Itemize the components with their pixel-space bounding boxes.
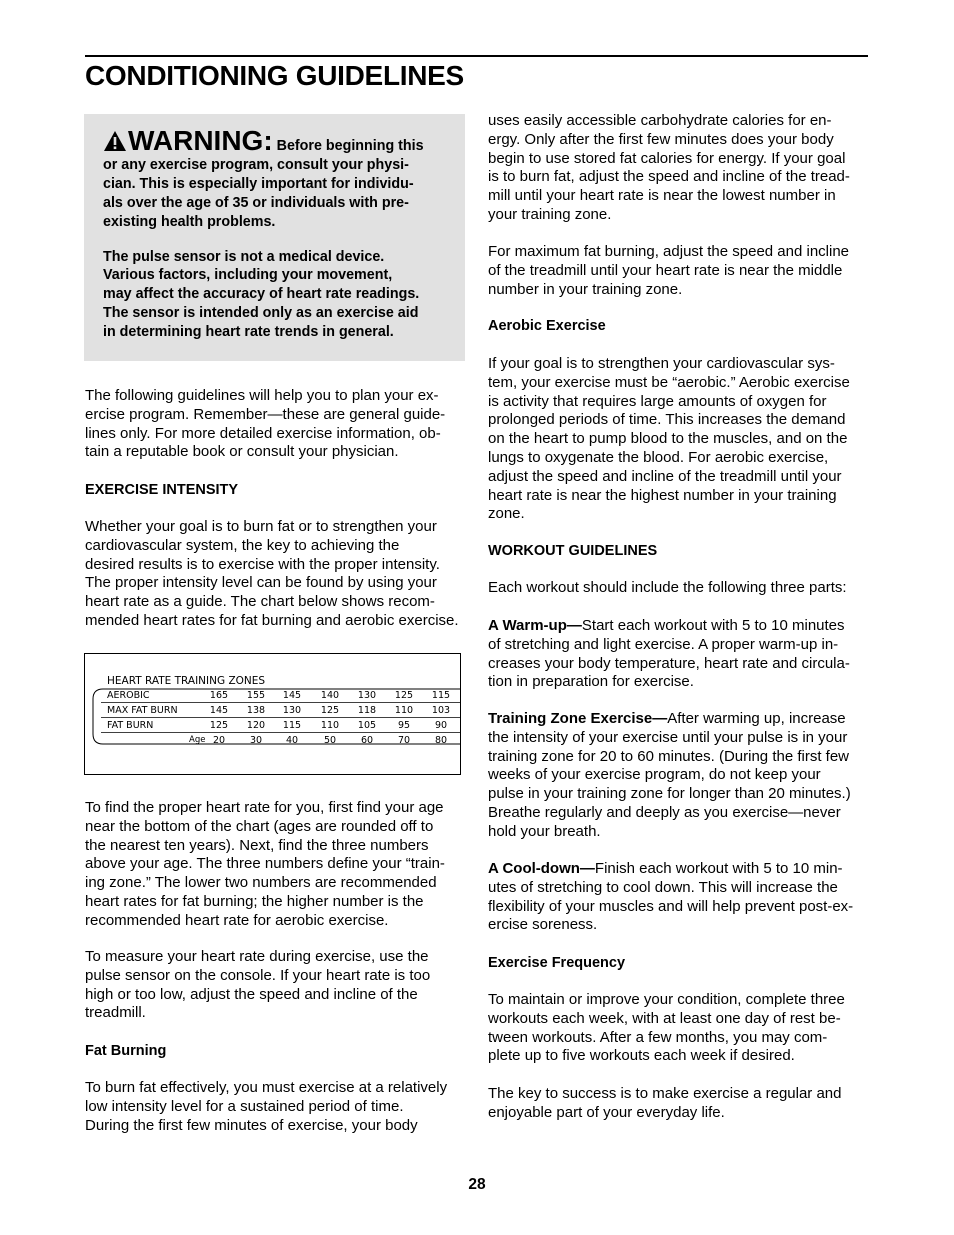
- text-line: To measure your heart rate during exercise, use the: [85, 948, 429, 965]
- heart-rate-value: 155: [246, 690, 266, 701]
- text-line: tain a reputable book or consult your physician.: [85, 443, 399, 461]
- text-line: high or too low, adjust the speed and incline of the: [85, 985, 418, 1003]
- text-line: [488, 617, 870, 636]
- text-line: To find the proper heart rate for you, first find your age: [85, 799, 444, 816]
- cooldown-paragraph: [488, 860, 870, 935]
- heart-rate-value: 110: [320, 720, 340, 731]
- text-line: ercise soreness.: [488, 916, 598, 934]
- text-line: enjoyable part of your everyday life.: [488, 1103, 725, 1121]
- text-line: recommended heart rate for aerobic exercise.: [85, 911, 389, 929]
- text-line: above your age. The three numbers define your “train-: [85, 855, 445, 873]
- text-line: Whether your goal is to burn fat or to strengthen your: [85, 518, 437, 535]
- title-rule: [85, 55, 868, 57]
- text-line: existing health problems.: [103, 213, 276, 230]
- text-line: lines only. For more detailed exercise information, ob-: [85, 424, 441, 442]
- age-value: 30: [249, 735, 263, 746]
- exercise-intensity-heading: EXERCISE INTENSITY: [85, 482, 239, 498]
- workout-guidelines-heading: WORKOUT GUIDELINES: [488, 543, 658, 559]
- heart-rate-value: 130: [357, 690, 377, 701]
- aerobic-paragraph: [488, 355, 870, 524]
- age-value: 60: [360, 735, 374, 746]
- heart-rate-value: 140: [320, 690, 340, 701]
- text-line: treadmill.: [85, 1004, 146, 1022]
- text-line: To maintain or improve your condition, complete three: [488, 991, 845, 1008]
- text-line: or any exercise program, consult your physi-: [103, 156, 409, 173]
- heart-rate-value: 165: [209, 690, 229, 701]
- zone-row-label: AEROBIC: [107, 690, 150, 701]
- text-line: desired results is to exercise with the proper intensity.: [85, 555, 440, 573]
- text-line: Various factors, including your movement,: [103, 267, 393, 284]
- text-line: The pulse sensor is not a medical device.: [103, 248, 385, 265]
- text-line: cian. This is especially important for individu-: [103, 175, 414, 192]
- text-line: plete up to five workouts each week if desired.: [488, 1047, 795, 1065]
- text-line: flexibility of your muscles and will help prevent post-ex-: [488, 897, 854, 915]
- fat-burning-continued: [488, 112, 870, 225]
- text-line: number in your training zone.: [488, 280, 683, 298]
- text-line: creases your body temperature, heart rate and circula-: [488, 654, 850, 672]
- text-line: adjust the speed and incline of the treadmill until your: [488, 467, 842, 485]
- text-line: near the bottom of the chart (ages are rounded off to: [85, 817, 434, 835]
- text-line: The following guidelines will help you to plan your ex-: [85, 387, 439, 404]
- warning-paragraph-1: [103, 156, 448, 232]
- age-value: 40: [285, 735, 299, 746]
- text-line: ing zone.” The lower two numbers are recommended: [85, 874, 437, 892]
- text-line: begin to use stored fat calories for energy. If your goal: [488, 149, 846, 167]
- text-line: mended heart rates for fat burning and aerobic exercise.: [85, 611, 459, 629]
- text-line: in determining heart rate trends in general.: [103, 324, 394, 341]
- page-number: 28: [468, 1176, 486, 1193]
- heart-rate-value: 125: [209, 720, 229, 731]
- text-line: prolonged periods of time. This increases the demand: [488, 411, 846, 429]
- age-value: 50: [323, 735, 337, 746]
- heart-rate-table-graphic: [85, 654, 460, 774]
- fat-burning-heading: Fat Burning: [85, 1043, 167, 1059]
- fat-burning-paragraph: [85, 1079, 467, 1135]
- text-line: tween workouts. After a few months, you may com-: [488, 1028, 828, 1046]
- text-line: The proper intensity level can be found by using your: [85, 574, 437, 592]
- warning-paragraph-2: [103, 248, 448, 343]
- text-line: heart rates for fat burning; the higher number is the: [85, 892, 424, 910]
- warning-box: [84, 114, 465, 361]
- zone-row-label: FAT BURN: [107, 720, 154, 731]
- find-heart-rate-paragraph: [85, 799, 467, 931]
- heart-rate-chart: [84, 653, 461, 775]
- max-fat-paragraph: [488, 243, 870, 299]
- text-line: lungs to oxygenate the blood. For aerobic exercise,: [488, 448, 829, 466]
- text-line: low intensity level for a sustained period of time.: [85, 1097, 404, 1115]
- text-line: zone.: [488, 505, 525, 523]
- heart-rate-value: 90: [434, 720, 448, 731]
- text-line: of stretching and light exercise. A proper warm-up in-: [488, 635, 839, 653]
- text-line: uses easily accessible carbohydrate calories for en-: [488, 112, 832, 129]
- age-value: 80: [434, 735, 448, 746]
- training-zone-label: Training Zone Exercise—: [488, 710, 668, 727]
- text-line: hold your breath.: [488, 822, 601, 840]
- text-line: utes of stretching to cool down. This will increase the: [488, 878, 838, 896]
- text-line: ercise program. Remember—these are general guide-: [85, 405, 446, 423]
- warning-first-line: [103, 125, 448, 156]
- text-line: tem, your exercise must be “aerobic.” Aerobic exercise: [488, 373, 850, 391]
- text-line: ergy. Only after the first few minutes does your body: [488, 130, 834, 148]
- intensity-paragraph: [85, 518, 467, 631]
- text-line: cardiovascular system, the key to achieving the: [85, 536, 400, 554]
- heart-rate-value: 120: [246, 720, 266, 731]
- chart-title: HEART RATE TRAINING ZONES: [107, 675, 266, 687]
- training-zone-paragraph: [488, 710, 870, 842]
- text-line: To burn fat effectively, you must exercise at a relatively: [85, 1079, 448, 1096]
- heart-rate-value: 125: [394, 690, 414, 701]
- page-title: CONDITIONING GUIDELINES: [85, 60, 464, 91]
- heart-rate-value: 105: [357, 720, 377, 731]
- warning-lead: Before beginning this: [276, 138, 424, 154]
- text-line: pulse sensor on the console. If your heart rate is too: [85, 966, 431, 984]
- heart-rate-value: 130: [282, 705, 302, 716]
- text-line: tion in preparation for exercise.: [488, 673, 694, 691]
- heart-rate-value: 125: [320, 705, 340, 716]
- heart-rate-value: 115: [282, 720, 302, 731]
- text-line: training zone for 20 to 60 minutes. (During the first few: [488, 747, 850, 765]
- text-line: heart rate is near the highest number in your training: [488, 486, 837, 504]
- age-value: 70: [397, 735, 411, 746]
- text-line: your training zone.: [488, 205, 612, 223]
- age-value: 20: [212, 735, 226, 746]
- text-line: [488, 860, 870, 879]
- text-line: the intensity of your exercise until your pulse is in your: [488, 728, 848, 746]
- heart-rate-value: 103: [431, 705, 451, 716]
- text-line: [488, 710, 870, 729]
- heart-rate-value: 138: [246, 705, 266, 716]
- warning-content: [103, 125, 448, 342]
- warning-triangle-icon: [103, 130, 127, 152]
- text-line: the nearest ten years). Next, find the three numbers: [85, 836, 429, 854]
- text-line: The sensor is intended only as an exercise aid: [103, 305, 419, 322]
- frequency-paragraph: [488, 991, 870, 1066]
- exercise-frequency-heading: Exercise Frequency: [488, 955, 626, 971]
- age-label: Age: [189, 735, 206, 745]
- workout-intro: Each workout should include the following three parts:: [488, 579, 847, 596]
- text-line: weeks of your exercise program, do not keep your: [488, 766, 821, 784]
- text-line: heart rate as a guide. The chart below shows recom-: [85, 593, 435, 611]
- text-line: If your goal is to strengthen your cardiovascular sys-: [488, 355, 835, 372]
- text-line: may affect the accuracy of heart rate readings.: [103, 286, 420, 303]
- cooldown-label: A Cool-down—: [488, 860, 595, 877]
- heart-rate-value: 145: [282, 690, 302, 701]
- text-line: pulse in your training zone for longer than 20 minutes.): [488, 785, 851, 803]
- text-line: During the first few minutes of exercise, your body: [85, 1116, 418, 1134]
- text-line: als over the age of 35 or individuals with pre-: [103, 194, 409, 211]
- heart-rate-value: 110: [394, 705, 414, 716]
- text-line: on the heart to pump blood to the muscles, and on the: [488, 430, 848, 448]
- warning-label: WARNING:: [128, 125, 273, 156]
- text-line: mill until your heart rate is near the lowest number in: [488, 187, 836, 205]
- heart-rate-value: 145: [209, 705, 229, 716]
- heart-rate-value: 115: [431, 690, 451, 701]
- text-line: of the treadmill until your heart rate is near the middle: [488, 261, 843, 279]
- text-line: is activity that requires large amounts of oxygen for: [488, 392, 827, 410]
- aerobic-heading: Aerobic Exercise: [488, 318, 606, 334]
- cooldown-first-line: Finish each workout with 5 to 10 min-: [594, 860, 843, 877]
- warmup-label: A Warm-up—: [488, 617, 582, 634]
- text-line: For maximum fat burning, adjust the speed and incline: [488, 243, 850, 260]
- heart-rate-value: 95: [397, 720, 411, 731]
- measure-paragraph: [85, 948, 467, 1023]
- warmup-paragraph: [488, 617, 870, 692]
- text-line: is to burn fat, adjust the speed and incline of the tread-: [488, 168, 850, 186]
- heart-rate-value: 118: [357, 705, 377, 716]
- text-line: The key to success is to make exercise a regular and: [488, 1085, 842, 1102]
- warmup-first-line: Start each workout with 5 to 10 minutes: [581, 617, 845, 634]
- text-line: workouts each week, with at least one day of rest be-: [488, 1009, 841, 1027]
- training-first-line: After warming up, increase: [667, 710, 846, 727]
- text-line: Breathe regularly and deeply as you exercise—never: [488, 803, 841, 821]
- zone-row-label: MAX FAT BURN: [107, 705, 178, 716]
- key-to-success-paragraph: [488, 1085, 870, 1123]
- intro-paragraph: [85, 387, 467, 462]
